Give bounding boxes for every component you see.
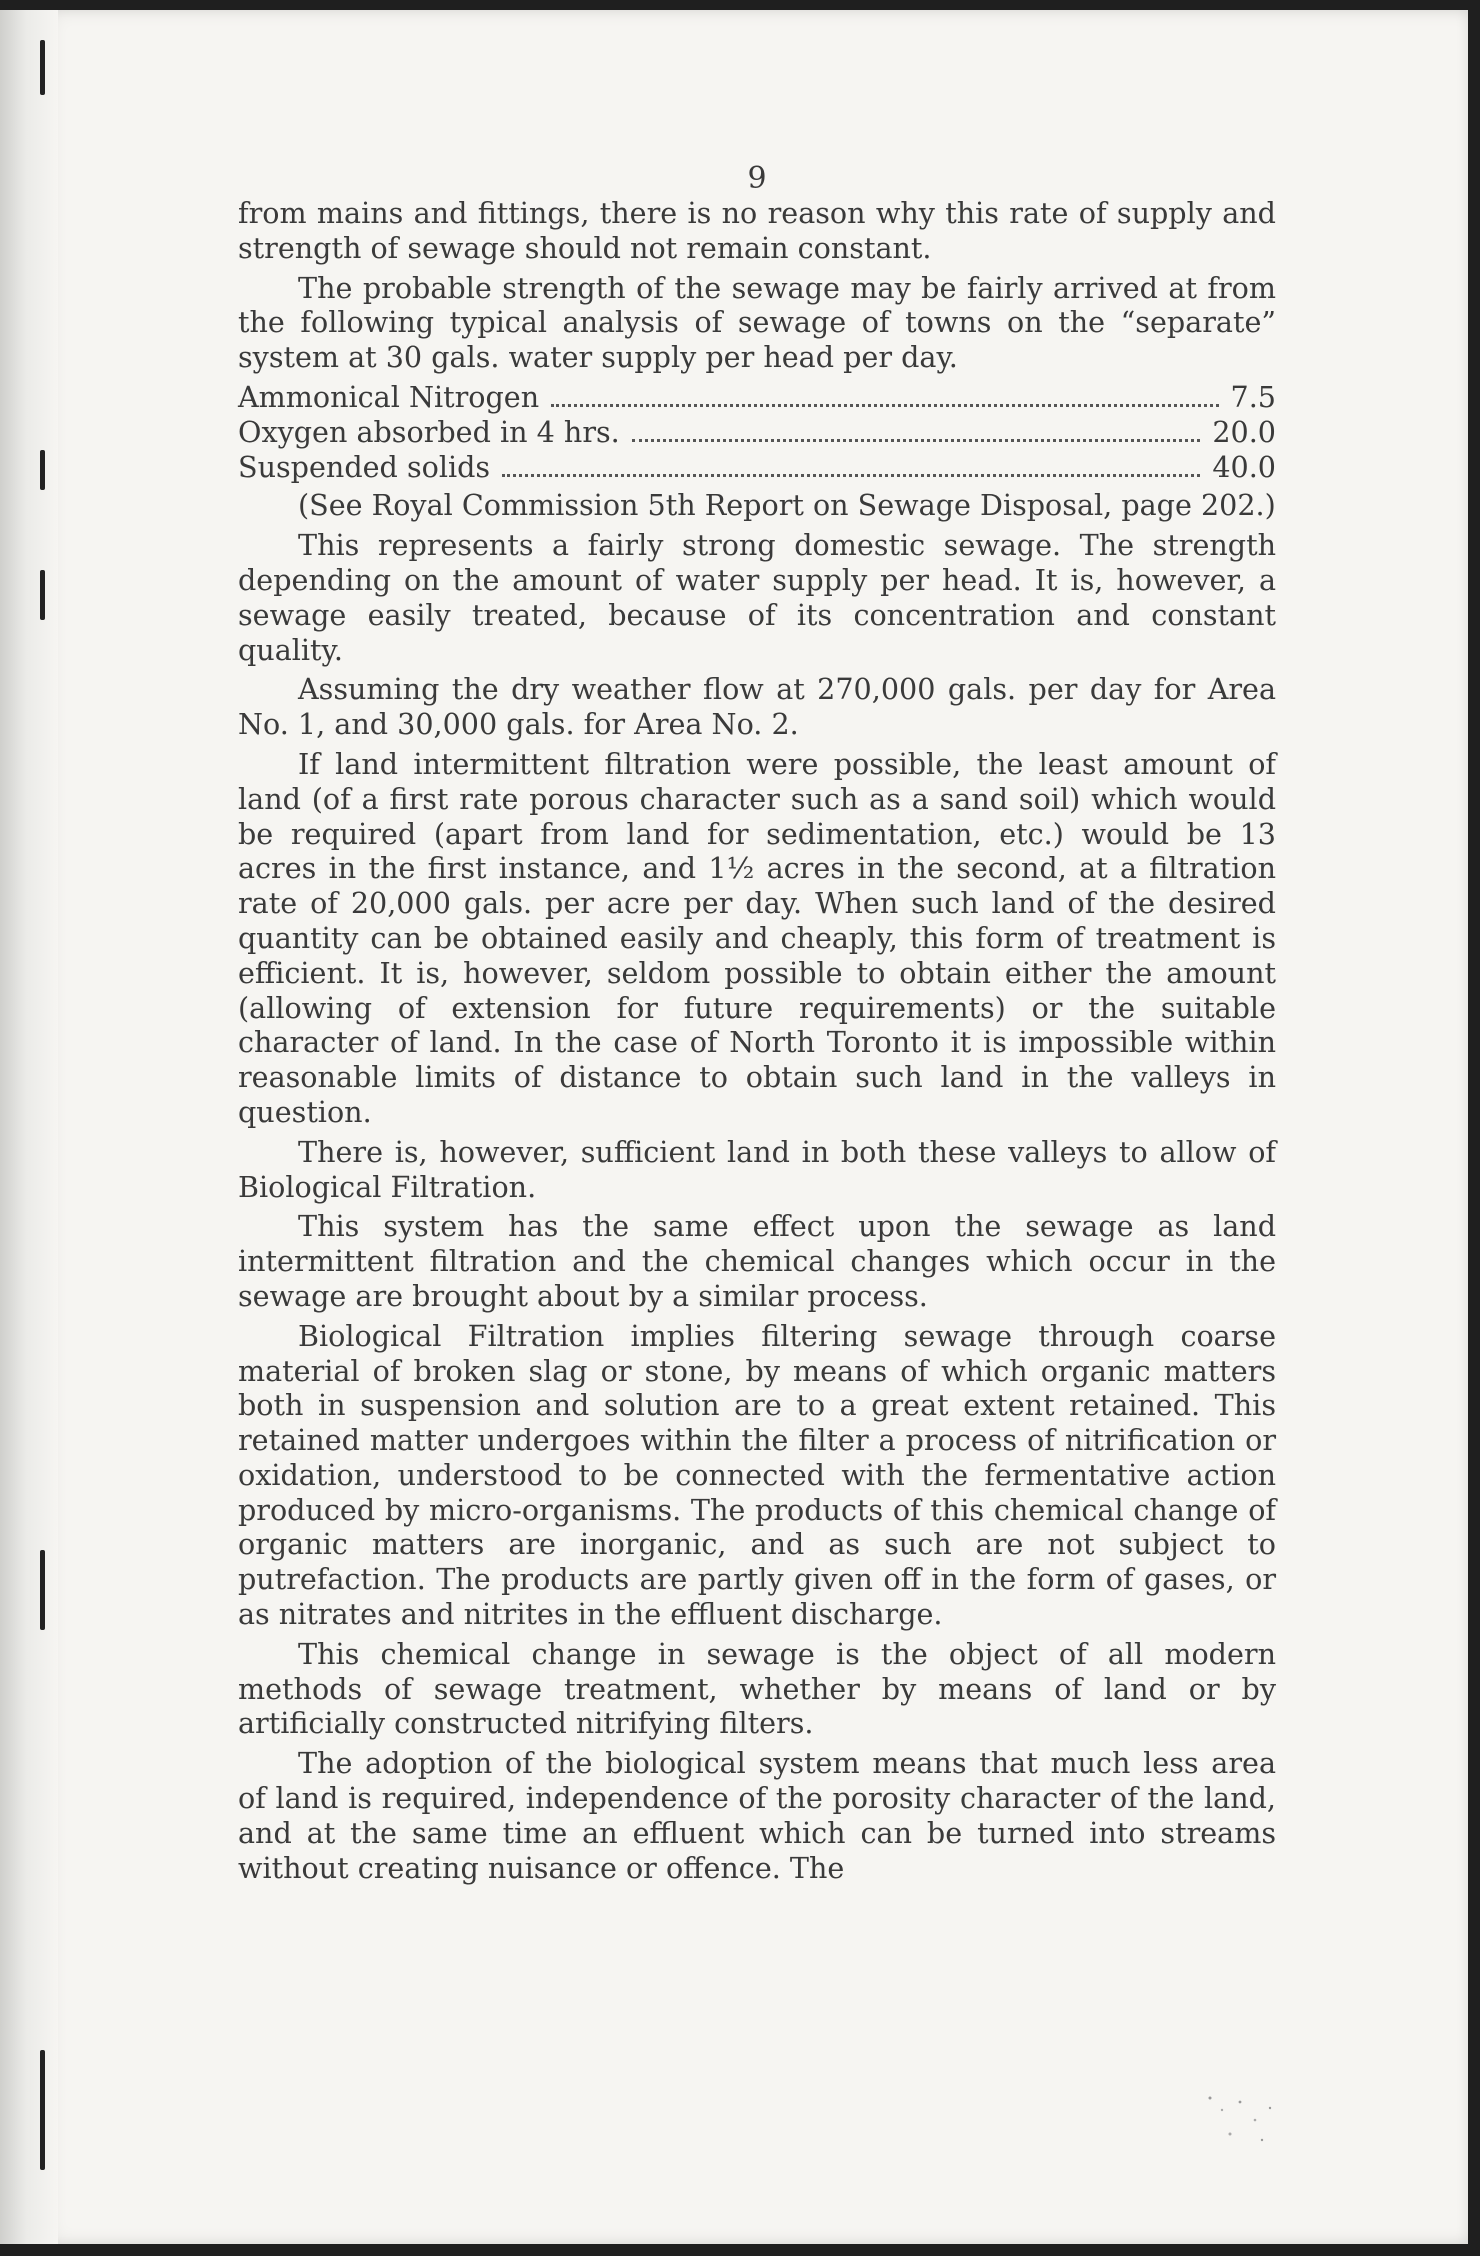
paragraph: The adoption of the biological system means that much less area of land is required, independence of the porosity character of the land, and at the same time an effluent which can be turned into streams without creating nuisance or offence. The [238, 1746, 1276, 1885]
page-number: 9 [747, 161, 767, 196]
paragraph: If land intermittent filtration were possible, the least amount of land (of a first rate porous character such as a sand soil) which would be required (apart from land for sedimentation, etc.) would be 13 acres in the first instance, and 1½ acres in the second, at a filtration rate of 20,000 gals. per acre per day. When such land of the desired quantity can be obtained easily and cheaply, this form of treatment is efficient. It is, however, seldom possible to obtain either the amount (allowing of extension for future requirements) or the suitable character of land. In the case of North Toronto it is impossible within reasonable limits of distance to obtain such land in the valleys in question. [238, 746, 1276, 1129]
binding-mark [40, 1550, 45, 1630]
dot-leader [502, 474, 1200, 477]
dot-leader [551, 404, 1218, 407]
page-body [238, 162, 1276, 1890]
analysis-row [238, 415, 1276, 450]
paragraph: This represents a fairly strong domestic sewage. The strength depending on the amount of water supply per head. It is, however, a sewage easily treated, because of its concentration and constant quality. [238, 528, 1276, 667]
paragraph: from mains and fittings, there is no reason why this rate of supply and strength of sewage should not remain constant. [238, 196, 1276, 265]
analysis-value: 7.5 [1230, 379, 1276, 414]
analysis-label: Oxygen absorbed in 4 hrs. [238, 414, 620, 449]
scan-specks [1200, 2090, 1280, 2150]
analysis-table [238, 380, 1276, 484]
analysis-label: Ammonical Nitrogen [238, 379, 540, 414]
paragraph: Biological Filtration implies filtering sewage through coarse material of broken slag or stone, by means of which organic matters both in suspension and solution are to a great extent retained. This retained matter undergoes within the filter a process of nitrification or oxidation, understood to be connected with the fermentative action produced by micro-organisms. The products of this chemical change of organic matters are inorganic, and as such are not subject to putrefaction. The products are partly given off in the form of gases, or as nitrates and nitrites in the effluent discharge. [238, 1318, 1276, 1632]
binding-mark [40, 2050, 45, 2170]
paragraph: There is, however, sufficient land in both these valleys to allow of Biological Filtration. [238, 1134, 1276, 1204]
analysis-value: 40.0 [1212, 449, 1276, 484]
analysis-value: 20.0 [1212, 414, 1276, 449]
page-binding-edge [0, 10, 58, 2244]
analysis-row [238, 380, 1276, 415]
binding-mark [40, 570, 45, 620]
binding-mark [40, 40, 45, 95]
paragraph: (See Royal Commission 5th Report on Sewage Disposal, page 202.) [298, 488, 1276, 523]
paragraph: This chemical change in sewage is the object of all modern methods of sewage treatment, whether by means of land or by artificially constructed nitrifying filters. [238, 1636, 1276, 1741]
analysis-row [238, 450, 1276, 485]
paragraph: The probable strength of the sewage may be fairly arrived at from the following typical analysis of sewage of towns on the “separate” system at 30 gals. water supply per head per day. [238, 270, 1276, 375]
paragraph: Assuming the dry weather flow at 270,000 gals. per day for Area No. 1, and 30,000 gals. for Area No. 2. [238, 672, 1276, 742]
paragraph: This system has the same effect upon the sewage as land intermittent filtration and the chemical changes which occur in the sewage are brought about by a similar process. [238, 1209, 1276, 1313]
analysis-label: Suspended solids [238, 449, 491, 484]
binding-mark [40, 450, 45, 490]
dot-leader [632, 439, 1201, 442]
